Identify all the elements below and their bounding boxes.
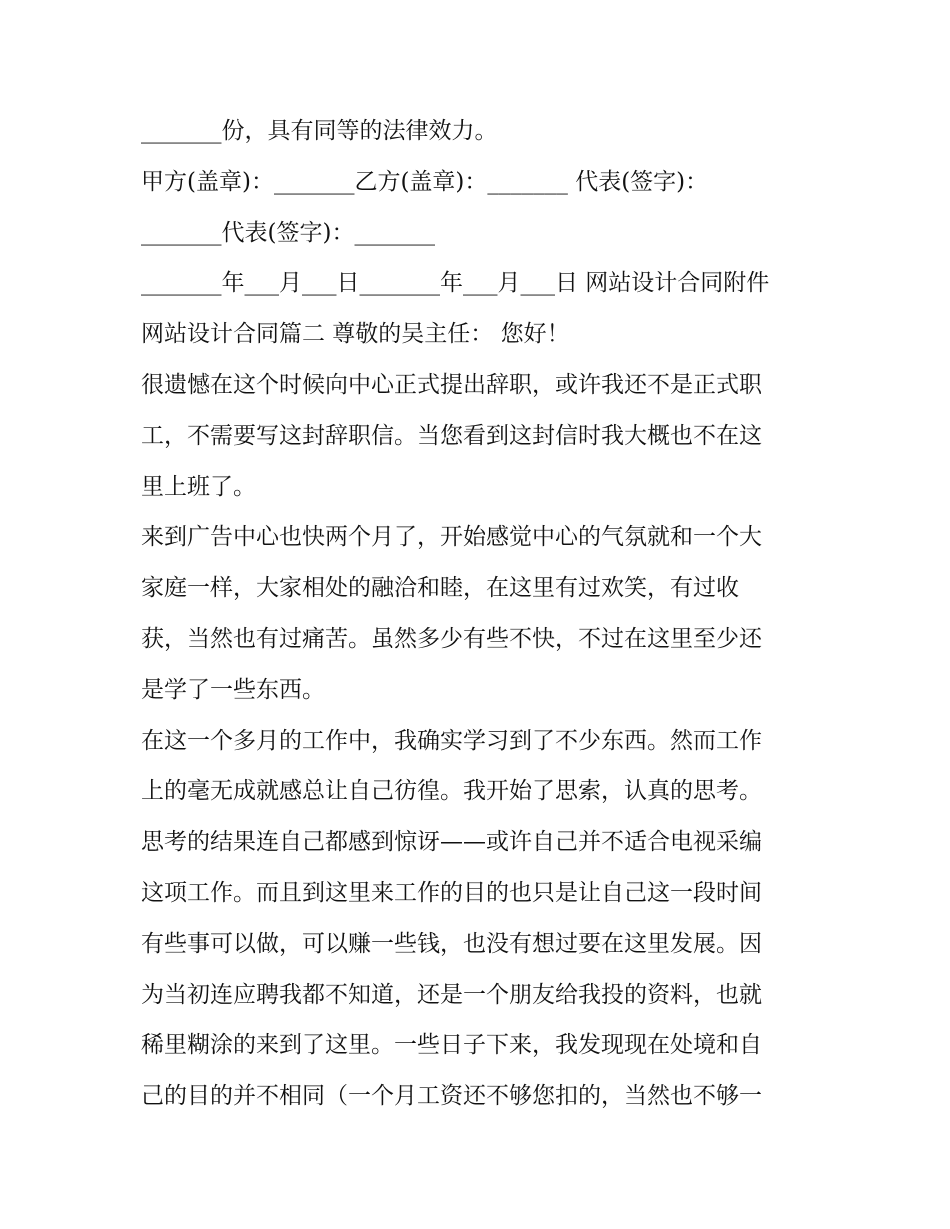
text-line: 有些事可以做，可以赚一些钱，也没有想过要在这里发展。因 [141, 930, 762, 957]
text-line: 稀里糊涂的来到了这里。一些日子下来，我发现现在处境和自 [141, 1032, 762, 1059]
text-line: 上的毫无成就感总让自己彷徨。我开始了思索，认真的思考。 [141, 778, 762, 805]
text-line: 己的目的并不相同（一个月工资还不够您扣的，当然也不够一 [141, 1083, 762, 1110]
text-line: 甲方(盖章)：_______乙方(盖章)：_______ 代表(签字)： [141, 168, 709, 195]
text-line: _______份，具有同等的法律效力。 [141, 118, 498, 144]
text-line: 这项工作。而且到这里来工作的目的也只是让自己这一段时间 [141, 879, 762, 906]
text-line: 获，当然也有过痛苦。虽然多少有些不快，不过在这里至少还 [141, 625, 762, 652]
text-line: 来到广告中心也快两个月了，开始感觉中心的气氛就和一个大 [141, 524, 762, 551]
text-line: 在这一个多月的工作中，我确实学习到了不少东西。然而工作 [141, 727, 762, 754]
document-body [141, 106, 821, 1122]
text-line: 里上班了。 [141, 473, 256, 500]
text-line: 为当初连应聘我都不知道，还是一个朋友给我投的资料，也就 [141, 981, 762, 1008]
text-line: 思考的结果连自己都感到惊讶——或许自己并不适合电视采编 [141, 829, 762, 856]
text-line: 是学了一些东西。 [141, 676, 325, 703]
text-line: 网站设计合同篇二 尊敬的吴主任： 您好！ [141, 321, 570, 348]
text-line: 家庭一样，大家相处的融洽和睦，在这里有过欢笑，有过收 [141, 575, 739, 602]
text-line: _______年___月___日_______年___月___日 网站设计合同附件 [141, 270, 770, 297]
text-line: 工，不需要写这封辞职信。当您看到这封信时我大概也不在这 [141, 422, 762, 449]
text-line: 很遗憾在这个时候向中心正式提出辞职，或许我还不是正式职 [141, 371, 762, 398]
text-line: _______代表(签字)：_______ [141, 219, 435, 246]
